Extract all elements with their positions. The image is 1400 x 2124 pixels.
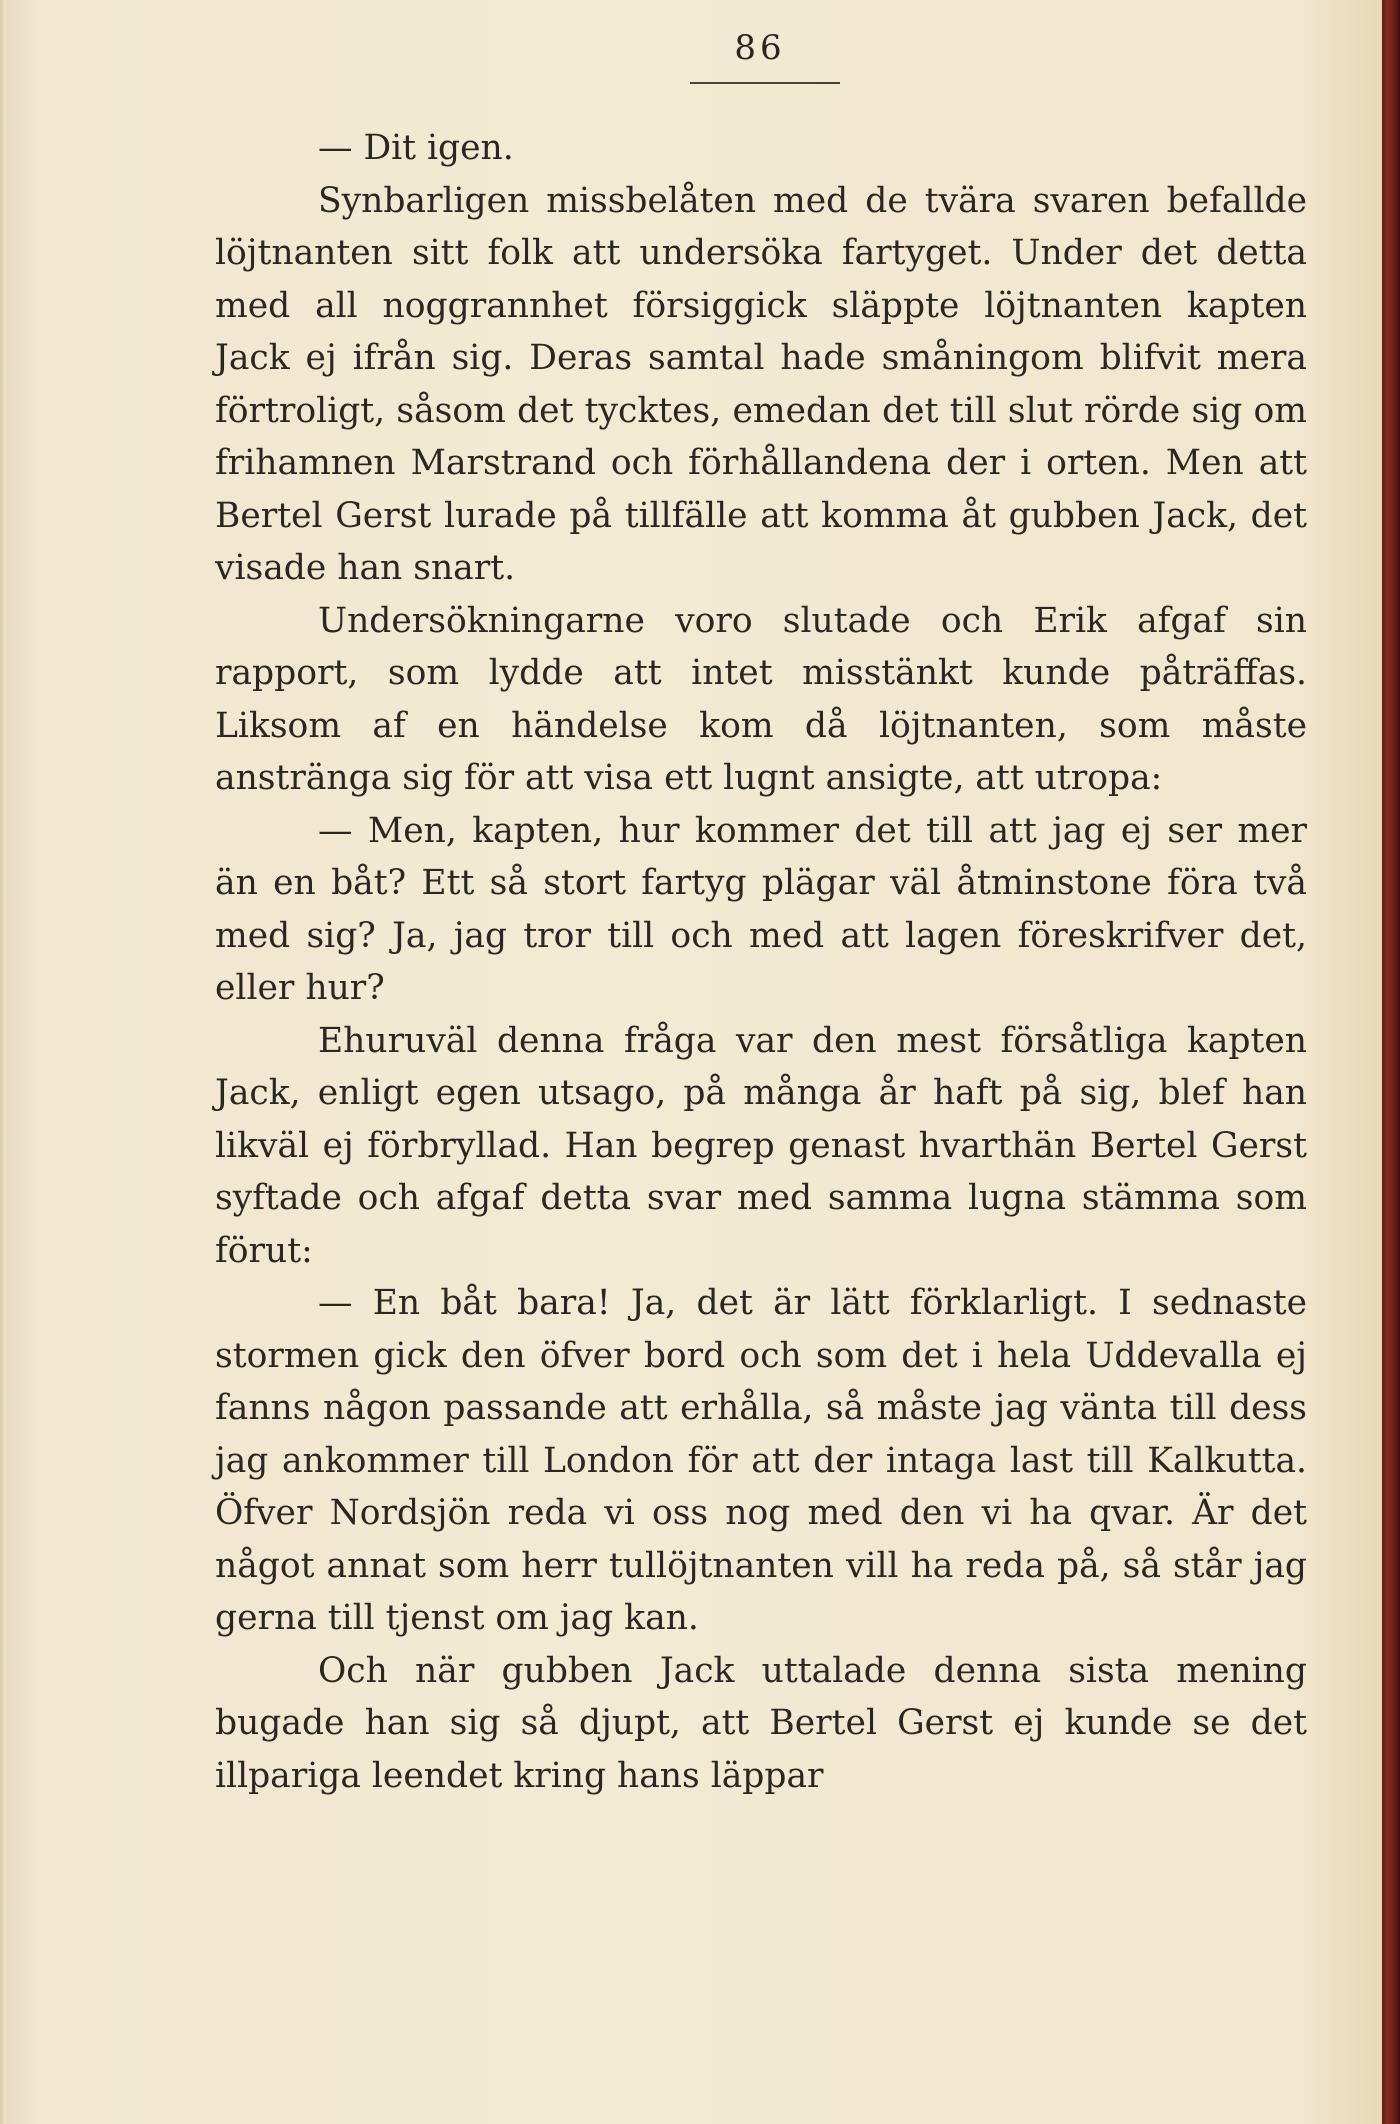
paragraph: Undersökningarne voro slutade och Erik afgaf sin rapport, som lydde att intet misstänkt kunde påträffas. Liksom af en händelse kom då löjtnanten, som måste anstränga sig för att visa ett lugnt ansigte, att utropa: bbox=[215, 600, 1307, 798]
book-spine-edge bbox=[1382, 0, 1400, 2124]
paragraph: Synbarligen missbelåten med de tvära svaren befallde löjtnanten sitt folk att undersöka fartyget. Under det detta med all noggrannhet försiggick släppte löjtnanten kapten Jack ej ifrån sig. Deras samtal hade småningom blifvit mera förtroligt, såsom det tycktes, emedan det till slut rörde sig om frihamnen Marstrand och förhållandena der i orten. Men att Bertel Gerst lurade på tillfälle att komma åt gubben Jack, det visade han snart. bbox=[215, 180, 1307, 588]
page-number: 86 bbox=[734, 28, 786, 68]
page-left-edge bbox=[0, 0, 6, 2124]
paragraph: — En båt bara! Ja, det är lätt förklarligt. I sednaste stormen gick den öfver bord och som det i hela Uddevalla ej fanns någon passande att erhålla, så måste jag vänta till dess jag ankommer till London för att der intaga last till Kalkutta. Öfver Nordsjön reda vi oss nog med den vi ha qvar. Är det något annat som herr tullöjtnanten vill ha reda på, så står jag gerna till tjenst om jag kan. bbox=[215, 1283, 1307, 1638]
body-text bbox=[215, 122, 1307, 1802]
paragraph: — Dit igen. bbox=[318, 128, 514, 168]
paragraph: Ehuruväl denna fråga var den mest försåtliga kapten Jack, enligt egen utsago, på många år haft på sig, blef han likväl ej förbryllad. Han begrep genast hvarthän Bertel Gerst syftade och afgaf detta svar med samma lugna stämma som förut: bbox=[215, 1020, 1307, 1271]
paragraph: Och när gubben Jack uttalade denna sista mening bugade han sig så djupt, att Bertel Gerst ej kunde se det illpariga leendet kring hans läppar bbox=[215, 1650, 1307, 1796]
header-rule bbox=[690, 82, 840, 84]
paragraph: — Men, kapten, hur kommer det till att jag ej ser mer än en båt? Ett så stort fartyg plägar väl åtminstone föra två med sig? Ja, jag tror till och med att lagen föreskrifver det, eller hur? bbox=[215, 810, 1307, 1008]
